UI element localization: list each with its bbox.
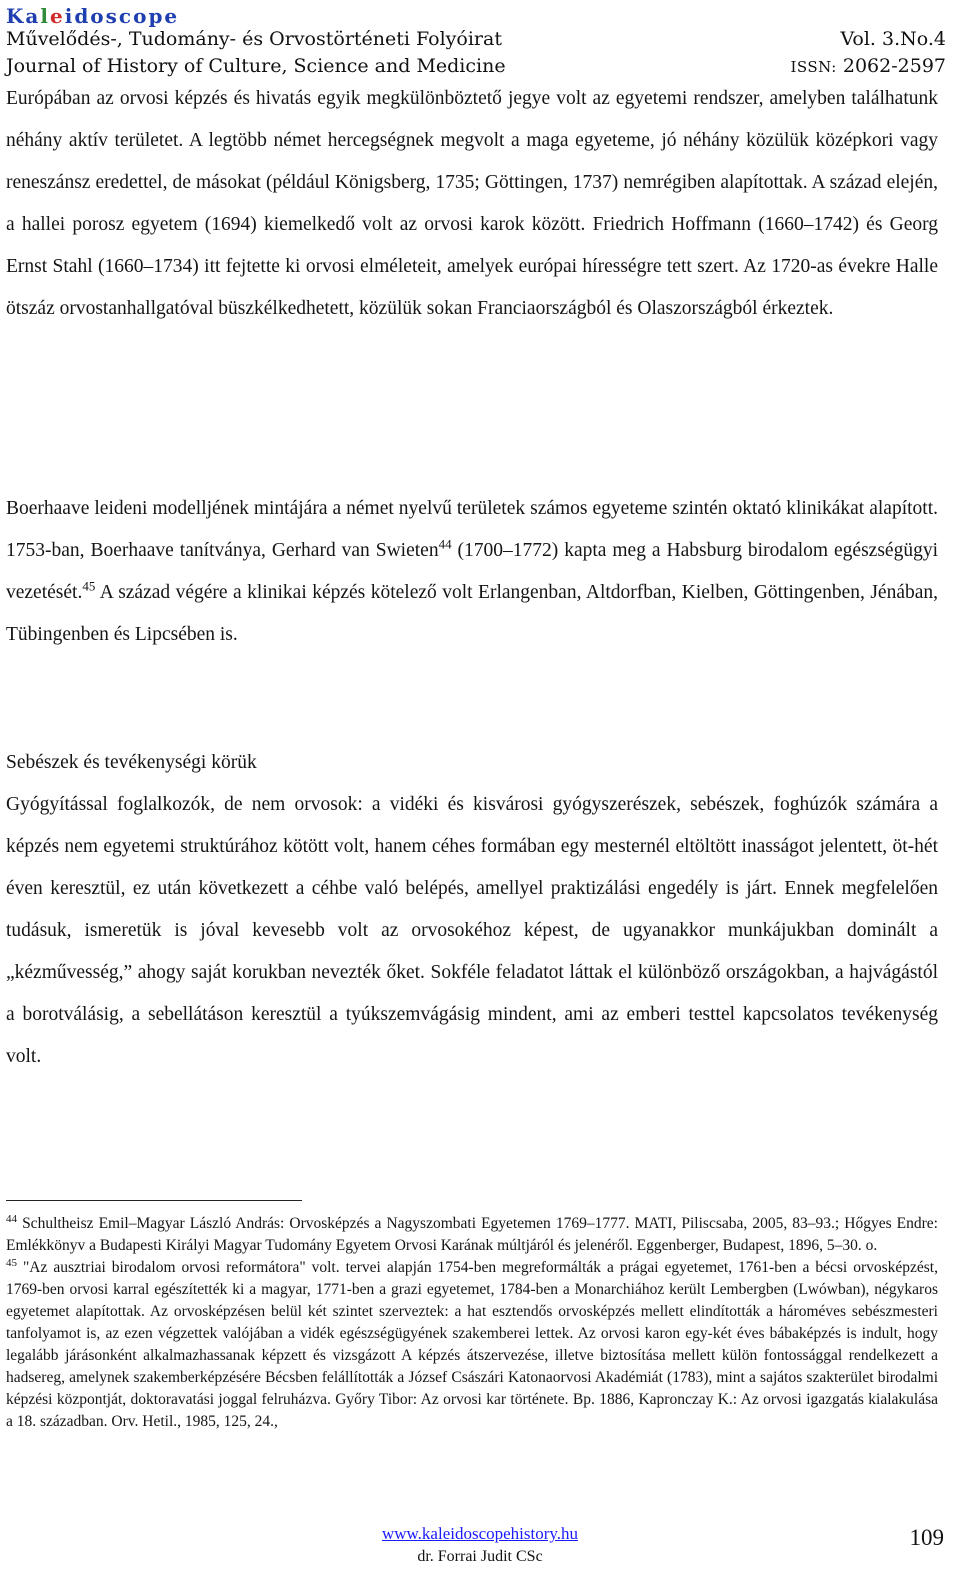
footnote-44 [6, 1213, 938, 1257]
logo-letter: o [133, 4, 149, 28]
footnote-ref-45[interactable]: 45 [82, 578, 96, 594]
issn [790, 55, 946, 77]
logo-letter: a [25, 4, 41, 28]
logo-letter: K [6, 4, 26, 28]
paragraph-text: Boerhaave leideni modelljének mintájára a német nyelvű területek számos egyeteme szintén oktató klinikákat alapított. 1753-ban, Boerhaave tanítványa, Gerhard van Swieten [6, 498, 938, 561]
logo-letter: s [105, 4, 119, 28]
paragraph-clinics [6, 488, 938, 656]
footnote-ref-44[interactable]: 44 [438, 536, 452, 552]
footnote-text: "Az ausztriai birodalom orvosi reformátora" volt. tervei alapján 1754-ben megreformálták a prágai egyetemet, 1761-ben a bécsi orvosképzést, 1769-ben orvosi karral egészítették ki a magyar, 1771-ben a grazi egyetemet, 1784-ben a Monarchiához került Lembergben (Lwówban), négykaros egyetemet alapítottak. Az orvosképzésen belül két szintet szerveztek: a hat esztendős orvosképzés mellett elindították a hároméves sebészmesteri tanfolyamot is, az ezen végzettek valójában a vidék egészségügyének szakemberei lettek. Az orvosi karon egy-két éves bábaképzés is indult, hogy legalább járásonként alkalmazhassanak képzett és vizsgázott A képzés átszervezése, illetve biztosítása mellett külön fontossággal rendelkezett a hadsereg, amelynek szakemberképzésére Bécsben felállították a József Császári Katonaorvosi Akadémiát (1783), mint a sajátos szakterület birodalmi képzési központját, doktoravatási joggal felruházva. Győry Tibor: Az orvosi kar története. Bp. 1886, Kapronczay K.: Az orvosi igazgatás kialakulása a 18. században. Orv. Hetil., 1985, 125, 24., [6, 1259, 938, 1430]
footnote-number: 44 [6, 1212, 17, 1225]
logo-letter: l [40, 4, 50, 28]
volume-label: Vol. 3.No.4 [840, 28, 946, 50]
logo-letter: e [164, 4, 180, 28]
paragraph-universities: Európában az orvosi képzés és hivatás egyik megkülönböztető jegye volt az egyetemi rendszer, amelyben találhatunk néhány aktív területet. A legtöbb német hercegségnek megvolt a maga egyeteme, jó néhány közülük középkori vagy reneszánsz eredettel, de másokat (például Königsberg, 1735; Göttingen, 1737) nemrégiben alapítottak. A század elején, a hallei porosz egyetem (1694) kiemelkedő volt az orvosi karok között. Friedrich Hoffmann (1660–1742) és Georg Ernst Stahl (1660–1734) itt fejtette ki orvosi elméleteit, amelyek európai hírességre tett szert. Az 1720-as évekre Halle ötszáz orvostanhallgatóval büszkélkedhetett, közülük sokan Franciaországból és Olaszországból érkeztek. [6, 88, 938, 319]
journal-title-en: Journal of History of Culture, Science and Medicine [6, 55, 506, 77]
section-heading: Sebészek és tevékenységi körük [6, 752, 257, 773]
paragraph-surgeons: Gyógyítással foglalkozók, de nem orvosok: a vidéki és kisvárosi gyógyszerészek, sebészek, foghúzók számára a képzés nem egyetemi struktúrához kötött volt, hanem céhes formában egy mesternél eltöltött inasságot jelentett, öt-hét éven keresztül, ez után következett a céhbe való belépés, amellyel praktizálási engedély is járt. Ennek megfelelően tudásuk, ismeretük is jóval kevesebb volt az orvosokéhoz képest, de ugyanakkor munkájukban dominált a „kézművesség,” ahogy saját korukban nevezték őket. Sokféle feladatot láttak el különböző országokban, a hajvágástól a borotválásig, a sebellátáson keresztül a tyúkszemvágásig mindent, ami az emberi testtel kapcsolatos tevékenység volt. [6, 794, 938, 1067]
footer-author: dr. Forrai Judit CSc [417, 1548, 543, 1565]
footnote-45 [6, 1257, 938, 1433]
issn-label: ISSN: [790, 58, 837, 76]
website-link[interactable]: www.kaleidoscopehistory.hu [381, 1524, 579, 1543]
footnote-number: 45 [6, 1256, 17, 1269]
journal-logo [6, 4, 179, 28]
paragraph-text: (1700–1772) kapta meg a Habsburg birodalom egészségügyi vezetését. [6, 540, 938, 603]
logo-letter: d [74, 4, 91, 28]
logo-letter: c [118, 4, 134, 28]
logo-letter: o [90, 4, 106, 28]
issn-value: 2062-2597 [836, 55, 946, 77]
paragraph-text: A század végére a klinikai képzés kötelező volt Erlangenban, Altdorfban, Kielben, Göttingenben, Jénában, Tübingenben és Lipcsében is. [6, 582, 938, 645]
logo-letter: e [49, 4, 65, 28]
logo-letter: p [148, 4, 165, 28]
logo-letter: i [64, 4, 75, 28]
page-number: 109 [909, 1525, 944, 1550]
footnote-text: Schultheisz Emil–Magyar László András: Orvosképzés a Nagyszombati Egyetemen 1769–1777. MATI, Piliscsaba, 2005, 83–93.; Hőgyes Endre: Emlékkönyv a Budapesti Királyi Magyar Tudomány Egyetem Orvosi Karának múltjáról és jelenéről. Eggenberger, Budapest, 1896, 5–30. o. [6, 1215, 938, 1254]
journal-title-hu: Művelődés-, Tudomány- és Orvostörténeti Folyóirat [6, 28, 502, 50]
footnote-divider [6, 1200, 302, 1201]
